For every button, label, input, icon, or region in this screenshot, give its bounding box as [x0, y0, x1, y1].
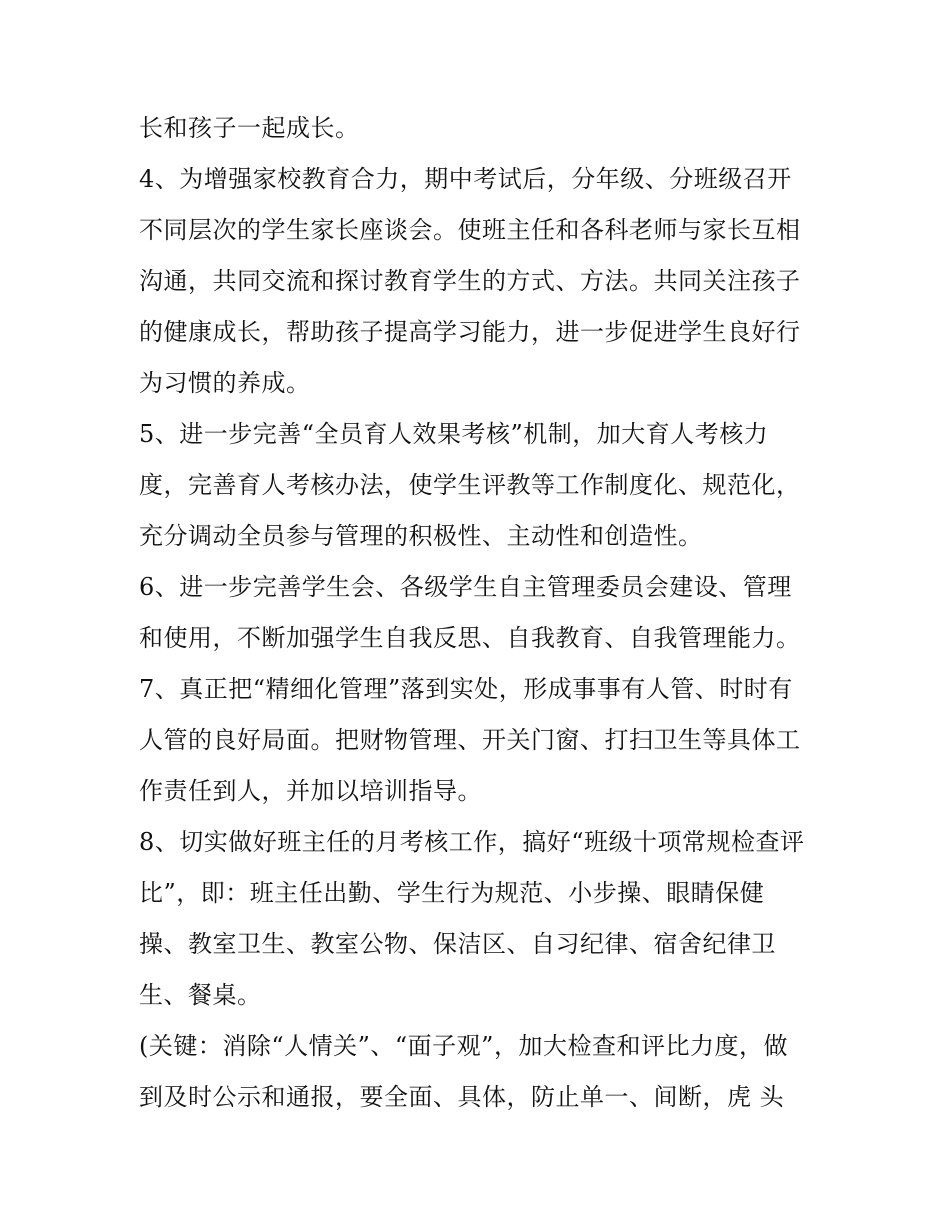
- text-line: 和使用，不断加强学生自我反思、自我教育、自我管理能力。: [139, 624, 801, 652]
- text-line: 5、进一步完善“全员育人效果考核”机制，加大育人考核力: [139, 420, 769, 448]
- text-line: 的健康成长，帮助孩子提高学习能力，进一步促进学生良好行: [139, 318, 801, 346]
- text-line: (关键：消除“人情关”、“面子观”，加大检查和评比力度，做: [139, 1032, 788, 1060]
- text-line: 长和孩子一起成长。: [139, 114, 360, 142]
- text-line: 操、教室卫生、教室公物、保洁区、自习纪律、宿舍纪律卫: [139, 930, 776, 958]
- text-line: 8、切实做好班主任的月考核工作，搞好“班级十项常规检查评: [139, 828, 805, 856]
- text-line: 不同层次的学生家长座谈会。使班主任和各科老师与家长互相: [139, 216, 801, 244]
- text-line: 7、真正把“精细化管理”落到实处，形成事事有人管、时时有: [139, 675, 793, 703]
- text-line: 比”，即：班主任出勤、学生行为规范、小步操、眼睛保健: [139, 879, 765, 907]
- document-body: [139, 103, 819, 1123]
- text-line: 作责任到人，并加以培训指导。: [139, 777, 482, 805]
- text-line: 到及时公示和通报，要全面、具体，防止单一、间断，虎 头: [139, 1083, 785, 1111]
- text-line: 度，完善育人考核办法，使学生评教等工作制度化、规范化，: [139, 471, 801, 499]
- text-line: 生、餐桌。: [139, 981, 262, 1009]
- text-line: 6、进一步完善学生会、各级学生自主管理委员会建设、管理: [139, 573, 792, 601]
- text-line: 4、为增强家校教育合力，期中考试后，分年级、分班级召开: [139, 165, 792, 193]
- text-line: 人管的良好局面。把财物管理、开关门窗、打扫卫生等具体工: [139, 726, 801, 754]
- text-line: 充分调动全员参与管理的积极性、主动性和创造性。: [139, 522, 703, 550]
- text-line: 为习惯的养成。: [139, 369, 311, 397]
- text-line: 沟通，共同交流和探讨教育学生的方式、方法。共同关注孩子: [139, 267, 801, 295]
